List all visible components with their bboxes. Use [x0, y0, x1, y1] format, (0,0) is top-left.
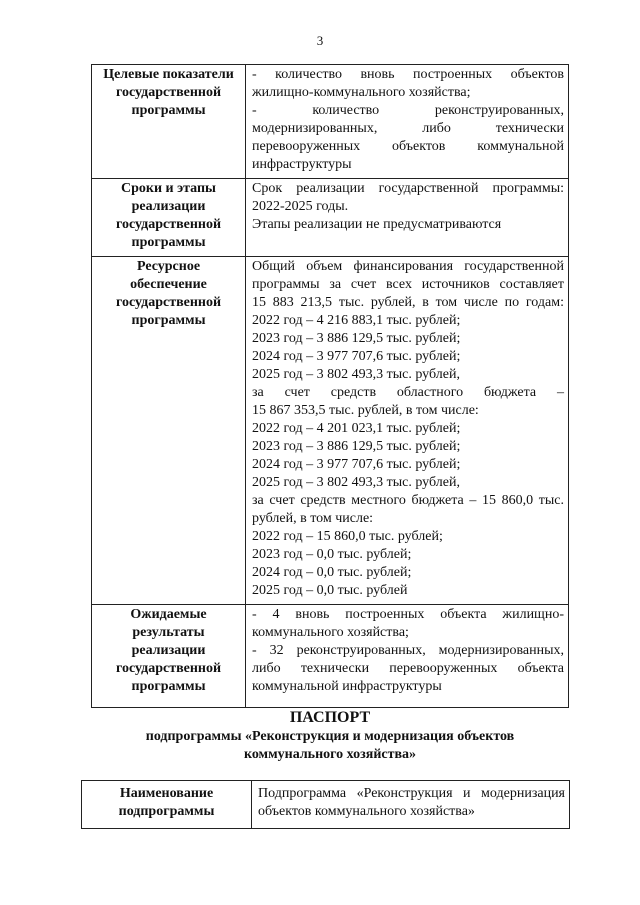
page-number: 3: [316, 33, 324, 48]
value-line: - 32 реконструированных, модернизированных,: [252, 643, 564, 658]
value-line: Подпрограмма «Реконструкция и модернизация: [258, 786, 565, 801]
label-line: программы: [131, 103, 206, 118]
value-line: - количество вновь построенных объектов: [252, 67, 564, 82]
value-line: рублей, в том числе:: [252, 511, 374, 526]
row-value-subprogram-name: [252, 781, 570, 829]
value-line: 2022 год – 4 201 023,1 тыс. рублей;: [252, 421, 461, 436]
value-line: Срок реализации государственной программы:: [252, 181, 564, 196]
value-line: жилищно-коммунального хозяйства;: [252, 85, 471, 100]
passport-subtitle-line: коммунального хозяйства»: [243, 747, 417, 762]
row-value-terms-stages: [246, 179, 569, 257]
passport-subtitle-line: подпрограммы «Реконструкция и модернизация объектов: [145, 729, 515, 744]
table-row-expected-results: [92, 605, 569, 708]
label-line: программы: [131, 679, 206, 694]
label-line: государственной: [115, 661, 222, 676]
row-value-resources: [246, 257, 569, 605]
table-row-terms-stages: [92, 179, 569, 257]
value-line: 2025 год – 3 802 493,3 тыс. рублей,: [252, 367, 460, 382]
label-line: государственной: [115, 85, 222, 100]
value-line: за счет средств местного бюджета – 15 860,0 тыс.: [252, 493, 564, 508]
value-line: - количество реконструированных,: [252, 103, 564, 118]
row-value-target-indicators: [246, 65, 569, 179]
label-line: программы: [131, 235, 206, 250]
value-line: 2022 год – 4 216 883,1 тыс. рублей;: [252, 313, 461, 328]
label-line: Ожидаемые: [130, 607, 207, 622]
value-line: модернизированных, либо технически: [252, 121, 564, 136]
label-line: Ресурсное: [136, 259, 201, 274]
value-line: Этапы реализации не предусматриваются: [252, 217, 502, 232]
value-line: 2024 год – 0,0 тыс. рублей;: [252, 565, 412, 580]
row-label-expected-results: [92, 605, 246, 708]
value-line: 2024 год – 3 977 707,6 тыс. рублей;: [252, 457, 461, 472]
value-line: 15 883 213,5 тыс. рублей, в том числе по годам:: [252, 295, 564, 310]
table-row-resources: [92, 257, 569, 605]
label-line: реализации: [131, 643, 206, 658]
label-line: подпрограммы: [118, 804, 215, 819]
row-label-resources: [92, 257, 246, 605]
table-row-target-indicators: [92, 65, 569, 179]
row-label-subprogram-name: [82, 781, 252, 829]
value-line: 2022 год – 15 860,0 тыс. рублей;: [252, 529, 443, 544]
value-line: - 4 вновь построенных объекта жилищно-: [252, 607, 564, 622]
value-line: за счет средств областного бюджета –: [252, 385, 564, 400]
label-line: государственной: [115, 217, 222, 232]
program-passport-table: [91, 64, 569, 708]
label-line: Наименование: [119, 786, 214, 801]
value-line: 2024 год – 3 977 707,6 тыс. рублей;: [252, 349, 461, 364]
label-line: государственной: [115, 295, 222, 310]
value-line: программы за счет всех источников составляет: [252, 277, 564, 292]
table-row-subprogram-name: [82, 781, 570, 829]
passport-heading: ПАСПОРТ: [289, 709, 371, 726]
value-line: коммунального хозяйства;: [252, 625, 409, 640]
row-value-expected-results: [246, 605, 569, 708]
value-line: инфраструктуры: [252, 157, 352, 172]
value-line: Общий объем финансирования государственной: [252, 259, 564, 274]
value-line: 2025 год – 3 802 493,3 тыс. рублей,: [252, 475, 460, 490]
value-line: 2025 год – 0,0 тыс. рублей: [252, 583, 408, 598]
value-line: коммунальной инфраструктуры: [252, 679, 442, 694]
subprogram-passport-table: [81, 780, 570, 829]
value-line: либо технически перевооруженных объекта: [252, 661, 564, 676]
label-line: Целевые показатели: [103, 67, 234, 82]
value-line: перевооруженных объектов коммунальной: [252, 139, 564, 154]
value-line: 15 867 353,5 тыс. рублей, в том числе:: [252, 403, 479, 418]
label-line: результаты: [132, 625, 205, 640]
value-line: 2023 год – 3 886 129,5 тыс. рублей;: [252, 331, 461, 346]
value-line: 2023 год – 0,0 тыс. рублей;: [252, 547, 412, 562]
row-label-target-indicators: [92, 65, 246, 179]
row-label-terms-stages: [92, 179, 246, 257]
value-line: 2022-2025 годы.: [252, 199, 349, 214]
label-line: реализации: [131, 199, 206, 214]
value-line: объектов коммунального хозяйства»: [258, 804, 475, 819]
label-line: Сроки и этапы: [120, 181, 216, 196]
subprogram-passport-title: [80, 708, 580, 764]
value-line: 2023 год – 3 886 129,5 тыс. рублей;: [252, 439, 461, 454]
label-line: обеспечение: [130, 277, 207, 292]
label-line: программы: [131, 313, 206, 328]
